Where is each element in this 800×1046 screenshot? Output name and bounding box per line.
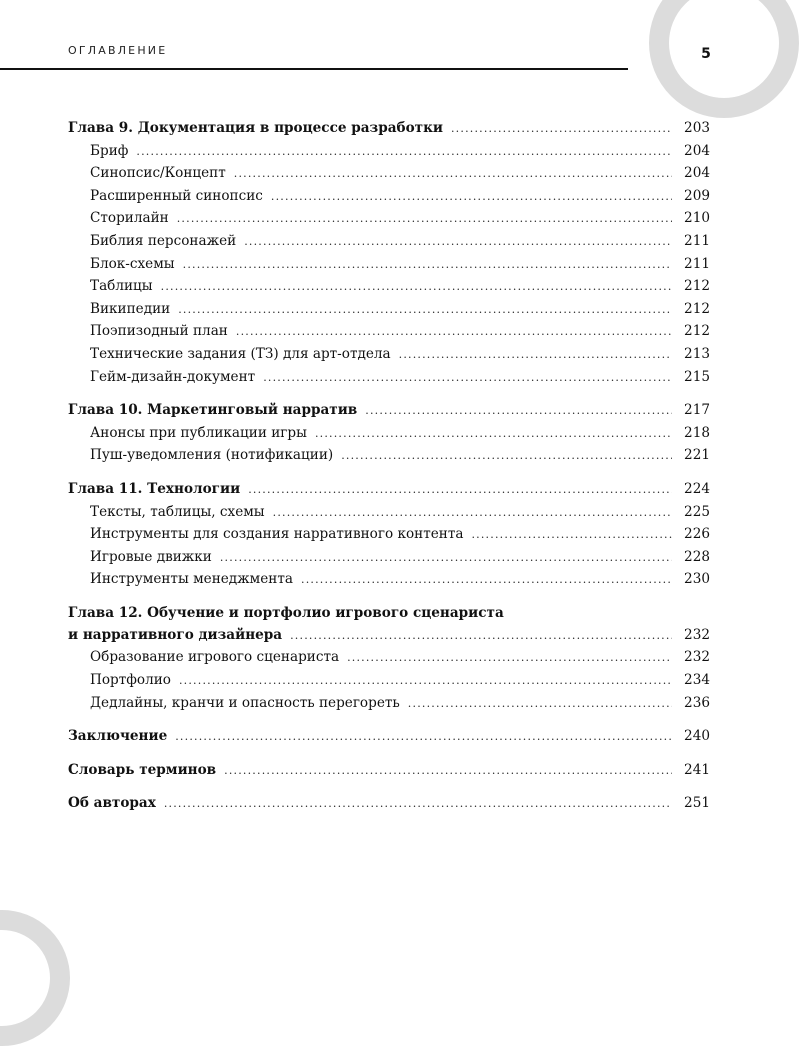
toc-entry[interactable] [68, 165, 710, 188]
toc-entry[interactable] [68, 210, 710, 233]
toc-entry[interactable] [68, 233, 710, 256]
toc-entry-page: 230 [684, 571, 710, 588]
toc-chapter-12-heading[interactable] [68, 605, 710, 627]
toc-entry[interactable] [68, 526, 710, 549]
leader-dots [136, 145, 672, 158]
toc-entry-title: Гейм-дизайн-документ [90, 368, 256, 385]
toc-entry-title: Дедлайны, кранчи и опасность перегореть [90, 694, 400, 711]
toc-entry[interactable] [68, 571, 710, 594]
toc-entry[interactable] [68, 323, 710, 346]
toc-entry-title: Расширенный синопсис [90, 187, 263, 204]
leader-dots [179, 674, 672, 687]
toc-entry-page: 212 [684, 278, 710, 295]
leader-dots [164, 797, 672, 810]
toc-entry-page: 215 [684, 368, 710, 385]
toc-entry-page: 234 [684, 672, 710, 689]
leader-dots [290, 629, 672, 642]
toc-entry-page: 213 [684, 345, 710, 362]
toc-entry-title: Глава 11. Технологии [68, 480, 241, 497]
toc-entry[interactable] [68, 549, 710, 572]
leader-dots [271, 190, 672, 203]
toc-entry-page: 232 [684, 626, 710, 643]
toc-entry[interactable] [68, 504, 710, 527]
toc-entry-title: Образование игрового сценариста [90, 649, 340, 666]
toc-entry[interactable] [68, 672, 710, 695]
toc-chapter-11[interactable] [68, 481, 710, 504]
leader-dots [263, 371, 672, 384]
toc-entry[interactable] [68, 369, 710, 392]
toc-glossary[interactable] [68, 762, 710, 785]
toc-entry-page: 204 [684, 165, 710, 182]
leader-dots [347, 651, 672, 664]
toc-entry-title: Библия персонажей [90, 232, 237, 249]
leader-dots [248, 483, 672, 496]
toc-entry[interactable] [68, 649, 710, 672]
toc-entry-title: Пуш-уведомления (нотификации) [90, 447, 334, 464]
toc-entry-page: 218 [684, 424, 710, 441]
toc-entry-title: Об авторах [68, 795, 156, 812]
toc-entry[interactable] [68, 425, 710, 448]
leader-dots [315, 427, 672, 440]
toc-entry-page: 217 [684, 402, 710, 419]
toc-entry-title: Технические задания (ТЗ) для арт-отдела [90, 345, 391, 362]
toc-entry-title: Глава 9. Документация в процессе разработки [68, 120, 443, 136]
toc-entry-title: Википедии [90, 300, 171, 317]
toc-entry-page: 204 [684, 142, 710, 159]
toc-chapter-9[interactable] [68, 120, 710, 143]
decorative-ring-bottom [0, 910, 70, 1046]
leader-dots [161, 280, 672, 293]
toc-entry[interactable] [68, 447, 710, 470]
toc-entry-page: 251 [684, 795, 710, 812]
section-header: ОГЛАВЛЕНИЕ [68, 44, 168, 57]
leader-dots [220, 551, 672, 564]
toc-entry-title: и нарративного дизайнера [68, 626, 283, 643]
leader-dots [273, 506, 672, 519]
toc-entry-title: Портфолио [90, 672, 171, 689]
toc-entry[interactable] [68, 256, 710, 279]
toc-chapter-10[interactable] [68, 402, 710, 425]
leader-dots [365, 404, 672, 417]
toc-entry[interactable] [68, 695, 710, 718]
toc-chapter-12[interactable] [68, 627, 710, 650]
leader-dots [178, 303, 672, 316]
toc-entry-title: Тексты, таблицы, схемы [90, 503, 265, 520]
toc-entry-page: 212 [684, 300, 710, 317]
toc-entry-title: Таблицы [90, 278, 153, 295]
toc-entry-title: Поэпизодный план [90, 323, 228, 340]
toc-entry-page: 224 [684, 480, 710, 497]
toc-entry-page: 212 [684, 323, 710, 340]
decorative-ring-top [649, 0, 799, 118]
toc-entry-page: 241 [684, 761, 710, 778]
leader-dots [175, 730, 672, 743]
leader-dots [177, 212, 672, 225]
toc-entry-title: Инструменты менеджмента [90, 571, 293, 588]
leader-dots [341, 449, 672, 462]
leader-dots [399, 348, 672, 361]
toc-entry-title: Игровые движки [90, 548, 212, 565]
toc-entry[interactable] [68, 301, 710, 324]
toc-entry-page: 228 [684, 548, 710, 565]
leader-dots [236, 325, 672, 338]
toc-entry-page: 236 [684, 694, 710, 711]
toc-entry-title: Инструменты для создания нарративного контента [90, 526, 464, 543]
leader-dots [244, 235, 672, 248]
toc-entry-title: Словарь терминов [68, 761, 217, 778]
leader-dots [451, 122, 672, 135]
toc-authors[interactable] [68, 795, 710, 818]
toc-entry-page: 225 [684, 503, 710, 520]
toc-entry-title: Блок-схемы [90, 255, 175, 272]
toc-entry-page: 240 [684, 728, 710, 745]
toc-entry-page: 211 [684, 255, 710, 272]
toc-entry-page: 209 [684, 187, 710, 204]
toc-entry[interactable] [68, 188, 710, 211]
leader-dots [408, 697, 672, 710]
toc-entry-page: 232 [684, 649, 710, 666]
leader-dots [224, 764, 672, 777]
toc-entry-title: Бриф [90, 142, 129, 159]
toc-entry[interactable] [68, 346, 710, 369]
toc-entry-title: Глава 12. Обучение и портфолио игрового сценариста [68, 604, 504, 621]
leader-dots [183, 258, 672, 271]
toc-entry-title: Синопсис/Концепт [90, 165, 226, 182]
leader-dots [234, 167, 672, 180]
toc-entry-title: Заключение [68, 728, 168, 745]
toc-entry-page: 221 [684, 447, 710, 464]
header-divider [0, 68, 628, 70]
page-number: 5 [701, 46, 711, 62]
toc-entry-title: Сторилайн [90, 210, 169, 227]
toc-entry[interactable] [68, 143, 710, 166]
leader-dots [471, 528, 672, 541]
toc-entry-page: 226 [684, 526, 710, 543]
toc-entry-page: 210 [684, 210, 710, 227]
leader-dots [301, 573, 672, 586]
toc-entry-page: 203 [684, 120, 710, 136]
toc-conclusion[interactable] [68, 728, 710, 751]
toc-entry-title: Анонсы при публикации игры [90, 424, 307, 441]
table-of-contents [68, 120, 710, 818]
toc-entry-page: 211 [684, 232, 710, 249]
toc-entry-title: Глава 10. Маркетинговый нарратив [68, 402, 358, 419]
toc-entry[interactable] [68, 278, 710, 301]
